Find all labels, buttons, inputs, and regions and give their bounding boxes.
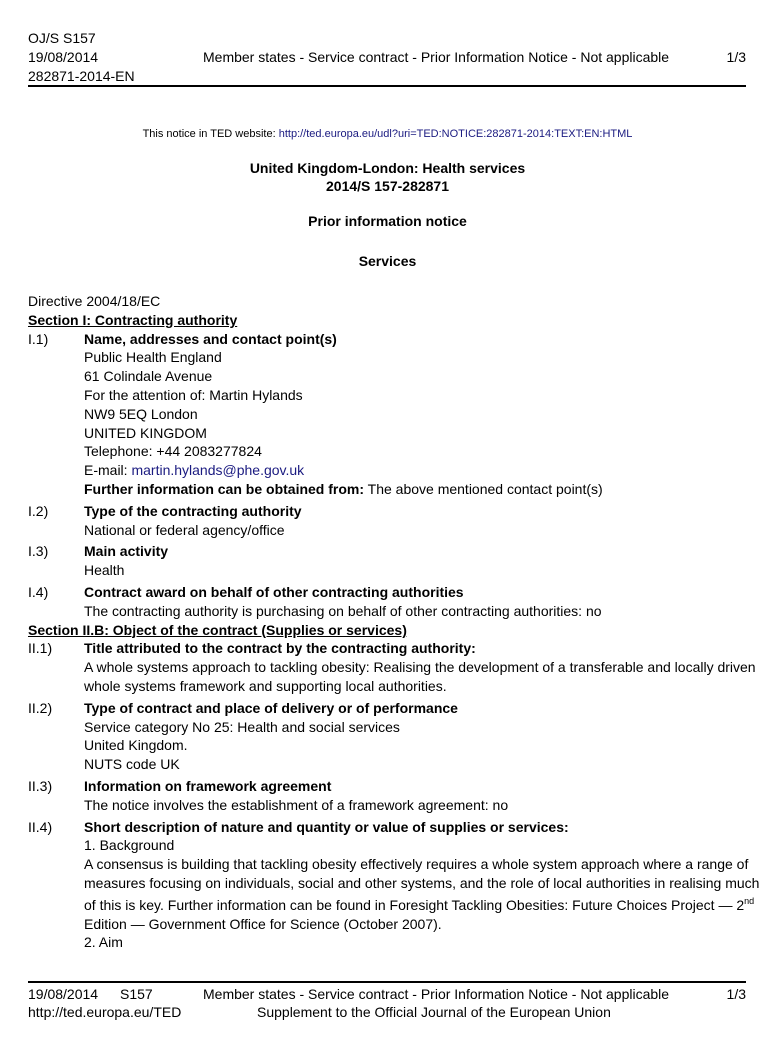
directive: Directive 2004/18/EC (28, 293, 161, 309)
item-i1 (28, 330, 746, 499)
item-ii3 (28, 777, 746, 815)
authority-name: Public Health England (84, 349, 222, 366)
superscript-nd: nd (744, 895, 755, 906)
item-value: The contracting authority is purchasing on behalf of other contracting authorities: no (84, 602, 602, 619)
item-ii1 (28, 639, 756, 695)
oj-number: OJ/S S157 (28, 30, 96, 46)
notice-number: 2014/S 157-282871 (326, 178, 449, 194)
aim-heading: 2. Aim (84, 934, 123, 951)
ted-prefix: This notice in TED website: (142, 128, 279, 140)
service-category: Service category No 25: Health and social services (84, 718, 400, 735)
notice-category: Services (358, 253, 417, 269)
publication-date: 19/08/2014 (28, 49, 99, 65)
item-title: Type of the contracting authority (84, 502, 302, 519)
description-line-3 (84, 896, 759, 915)
item-title: Title attributed to the contract by the contracting authority: (84, 640, 476, 657)
item-title: Information on framework agreement (84, 777, 332, 794)
description-line-3-text: of this is key. Further information can be found in Foresight Tackling Obesities: Future Choices Project — 2 (84, 896, 745, 913)
email-label: E-mail: (84, 462, 132, 479)
item-number: I.2) (28, 502, 49, 519)
footer-url: http://ted.europa.eu/TED (28, 1004, 182, 1020)
email-link[interactable]: martin.hylands@phe.gov.uk (131, 462, 305, 479)
item-title: Type of contract and place of delivery or of performance (84, 699, 458, 716)
notice-type: Prior information notice (308, 213, 467, 229)
item-i2 (28, 502, 746, 540)
footer-date: 19/08/2014 (28, 986, 99, 1002)
ted-link-line (0, 125, 775, 144)
item-number: II.1) (28, 640, 53, 657)
description-line-1: A consensus is building that tackling obesity effectively requires a whole system approach where a range of (84, 856, 749, 873)
item-ii4 (28, 818, 760, 953)
item-value: National or federal agency/office (84, 521, 285, 538)
item-number: II.4) (28, 818, 53, 835)
footer-title: Member states - Service contract - Prior Information Notice - Not applicable (203, 986, 670, 1002)
authority-postcode-city: NW9 5EQ London (84, 405, 198, 422)
description-line-4: Edition — Government Office for Science (October 2007). (84, 915, 442, 932)
page-header (28, 27, 746, 87)
item-title: Name, addresses and contact point(s) (84, 330, 337, 347)
item-number: I.4) (28, 583, 49, 600)
authority-email-line (84, 461, 746, 480)
footer-code: S157 (120, 986, 153, 1002)
page-footer (28, 981, 746, 1027)
item-value: Health (84, 562, 125, 579)
item-i3 (28, 542, 746, 580)
item-number: I.3) (28, 543, 49, 560)
delivery-place: United Kingdom. (84, 737, 188, 754)
further-info-line (84, 480, 746, 499)
authority-attention: For the attention of: Martin Hylands (84, 386, 303, 403)
notice-body (28, 292, 760, 952)
item-title: Contract award on behalf of other contracting authorities (84, 583, 464, 600)
notice-reference (28, 29, 135, 86)
header-page-number: 1/3 (726, 49, 746, 65)
item-title: Short description of nature and quantity or value of supplies or services: (84, 818, 569, 835)
authority-country: UNITED KINGDOM (84, 424, 207, 441)
footer-supplement: Supplement to the Official Journal of the European Union (257, 1004, 611, 1020)
authority-telephone: Telephone: +44 2083277824 (84, 443, 262, 460)
item-number: I.1) (28, 330, 49, 347)
item-i4 (28, 583, 746, 621)
item-ii2 (28, 699, 746, 774)
item-value: The notice involves the establishment of a framework agreement: no (84, 796, 509, 813)
authority-address: 61 Colindale Avenue (84, 368, 213, 385)
section-1-title: Section I: Contracting authority (28, 311, 238, 328)
further-info-value: The above mentioned contact point(s) (364, 480, 603, 497)
background-heading: 1. Background (84, 837, 175, 854)
item-number: II.2) (28, 699, 53, 716)
further-info-label: Further information can be obtained from: (84, 480, 365, 497)
contract-title-line-1: A whole systems approach to tackling obesity: Realising the development of a transferable and locally driven (84, 659, 756, 676)
item-number: II.3) (28, 777, 53, 794)
description-line-2: measures focusing on individuals, social and other systems, and the role of local authorities in realising much (84, 874, 760, 891)
notice-id: 282871-2014-EN (28, 68, 135, 84)
notice-location-title: United Kingdom-London: Health services (249, 160, 526, 176)
header-title: Member states - Service contract - Prior Information Notice - Not applicable (203, 49, 670, 65)
ted-notice-link[interactable]: http://ted.europa.eu/udl?uri=TED:NOTICE:282871-2014:TEXT:EN:HTML (278, 128, 633, 140)
item-title: Main activity (84, 543, 169, 560)
section-2-title: Section II.B: Object of the contract (Supplies or services) (28, 621, 407, 638)
footer-page-number: 1/3 (726, 986, 746, 1002)
contract-title-line-2: whole systems framework and supporting local authorities. (84, 677, 447, 694)
nuts-code: NUTS code UK (84, 756, 180, 773)
